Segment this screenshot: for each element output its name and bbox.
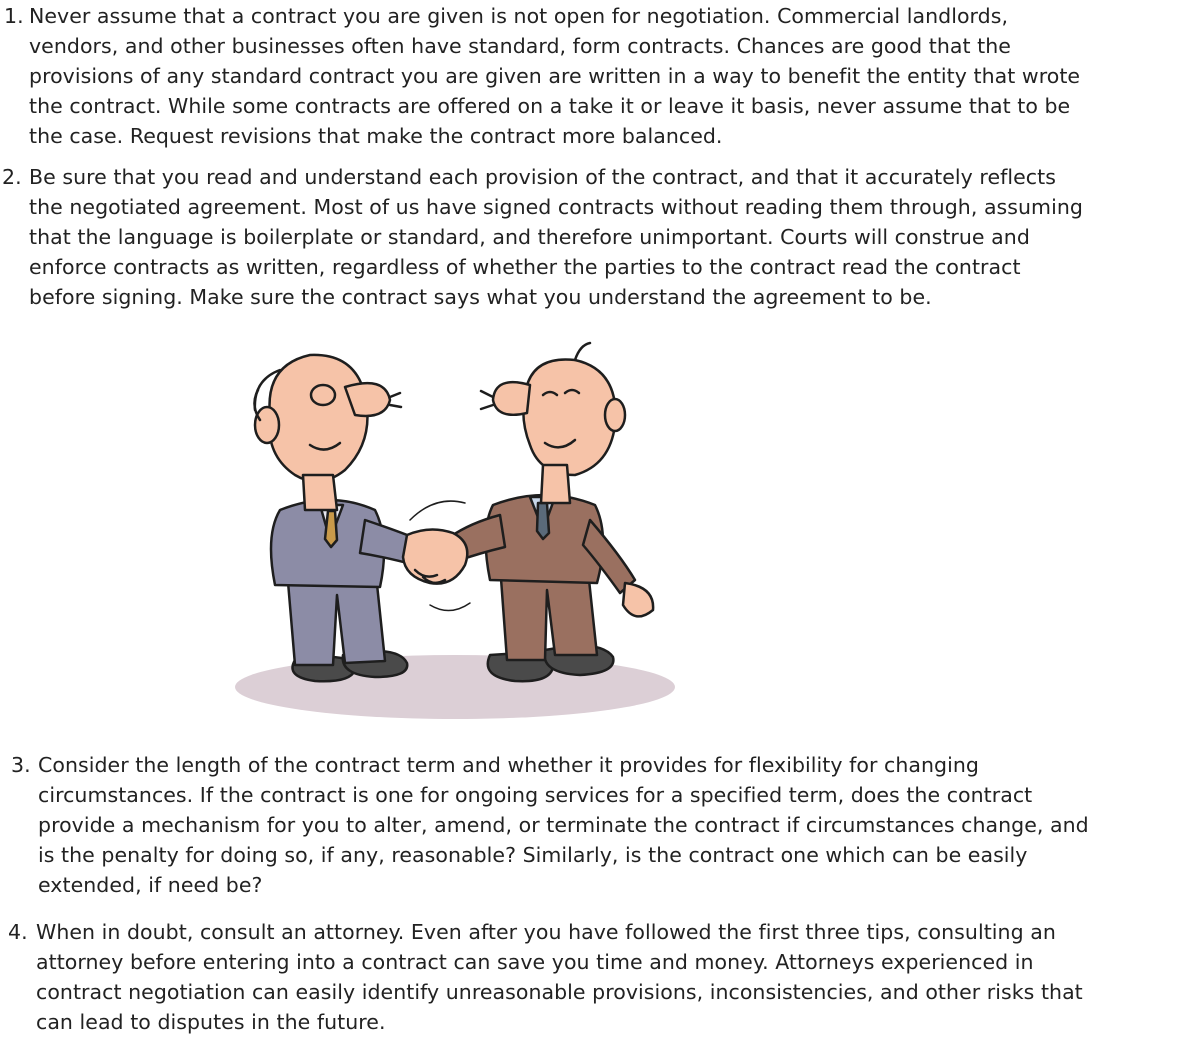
tip-line: attorney before entering into a contract can save you time and money. Attorneys experienced in [36, 950, 1034, 974]
tip-line: the case. Request revisions that make the contract more balanced. [29, 124, 723, 148]
tip-number: 3. [11, 753, 31, 777]
tip-text [38, 750, 1089, 900]
tip-number: 1. [4, 4, 24, 28]
tip-text [36, 917, 1083, 1037]
tip-line: When in doubt, consult an attorney. Even after you have followed the first three tips, consulting an [36, 920, 1056, 944]
handshake-cartoon-icon [225, 325, 715, 725]
left-man [254, 355, 420, 681]
tip-line: contract negotiation can easily identify unreasonable provisions, inconsistencies, and other risks that [36, 980, 1083, 1004]
right-man [450, 343, 653, 681]
tip-line: is the penalty for doing so, if any, reasonable? Similarly, is the contract one which can be easily [38, 843, 1028, 867]
tip-number: 2. [2, 165, 22, 189]
tip-line: provisions of any standard contract you are given are written in a way to benefit the entity that wrote [29, 64, 1081, 88]
tip-line: extended, if need be? [38, 873, 263, 897]
tip-text [29, 162, 1083, 312]
tip-line: circumstances. If the contract is one for ongoing services for a specified term, does the contract [38, 783, 1033, 807]
tip-line: can lead to disputes in the future. [36, 1010, 386, 1034]
tip-line: Be sure that you read and understand each provision of the contract, and that it accurately reflects [29, 165, 1056, 189]
tip-line: the negotiated agreement. Most of us have signed contracts without reading them through, assuming [29, 195, 1083, 219]
tip-line: the contract. While some contracts are offered on a take it or leave it basis, never assume that to be [29, 94, 1071, 118]
tip-line: before signing. Make sure the contract says what you understand the agreement to be. [29, 285, 932, 309]
tip-line: enforce contracts as written, regardless of whether the parties to the contract read the contract [29, 255, 1021, 279]
tip-line: Consider the length of the contract term and whether it provides for flexibility for changing [38, 753, 979, 777]
tip-line: vendors, and other businesses often have standard, form contracts. Chances are good that the [29, 34, 1011, 58]
tip-line: Never assume that a contract you are given is not open for negotiation. Commercial landlords, [29, 4, 1009, 28]
tip-line: provide a mechanism for you to alter, amend, or terminate the contract if circumstances change, and [38, 813, 1089, 837]
tip-text [29, 1, 1080, 151]
handshake [403, 501, 470, 610]
tip-line: that the language is boilerplate or standard, and therefore unimportant. Courts will construe and [29, 225, 1030, 249]
tip-number: 4. [8, 920, 28, 944]
